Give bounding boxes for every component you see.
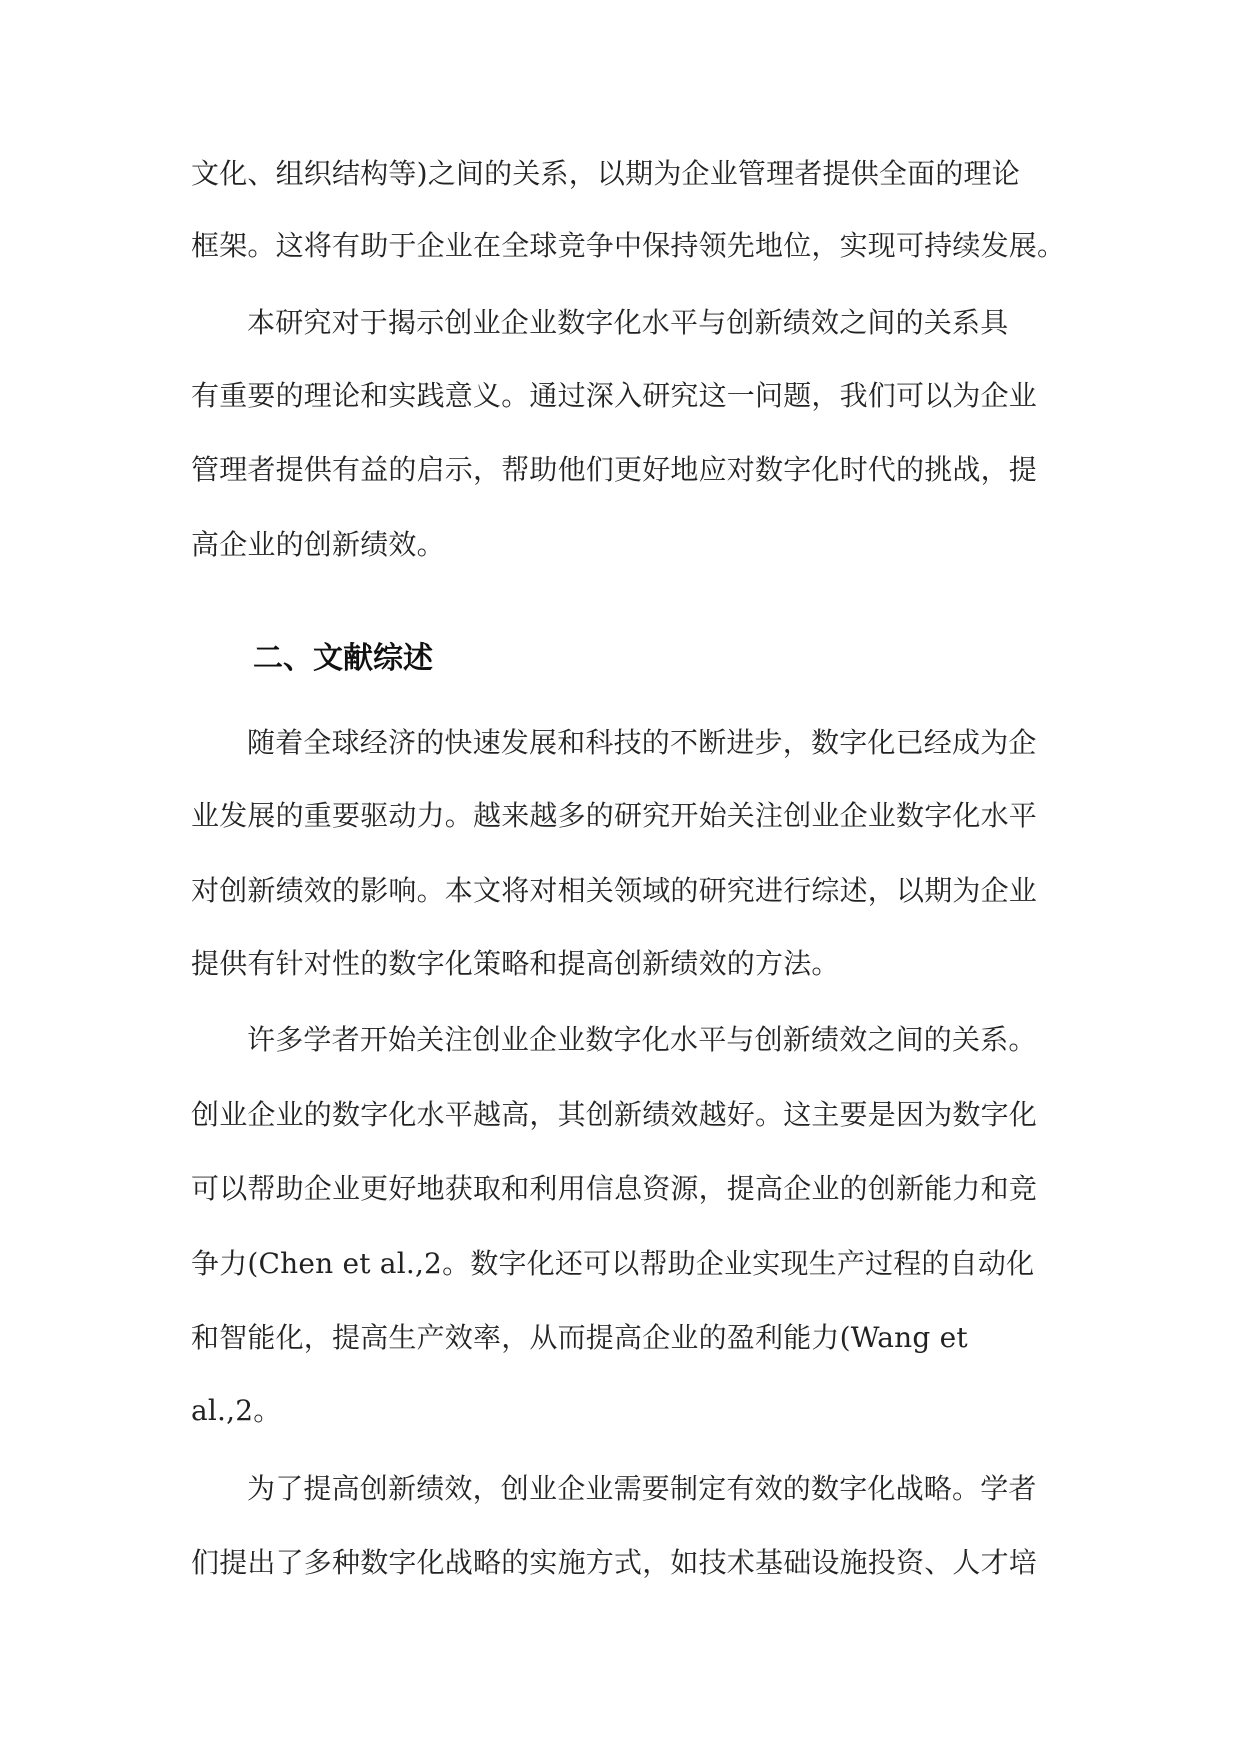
paragraph-3-line-1: 随着全球经济的快速发展和科技的不断进步，数字化已经成为企: [247, 726, 1037, 759]
paragraph-4-line-4: 争力(Chen et al.,2。数字化还可以帮助企业实现生产过程的自动化: [191, 1247, 1035, 1280]
paragraph-4-line-3: 可以帮助企业更好地获取和利用信息资源，提高企业的创新能力和竞: [191, 1172, 1038, 1205]
paragraph-2-line-1: 本研究对于揭示创业企业数字化水平与创新绩效之间的关系具: [247, 306, 1009, 339]
paragraph-4-line-5: 和智能化，提高生产效率，从而提高企业的盈利能力(Wang et: [191, 1321, 968, 1354]
paragraph-4-line-2: 创业企业的数字化水平越高，其创新绩效越好。这主要是因为数字化: [191, 1098, 1038, 1131]
paragraph-1-line-1: 文化、组织结构等)之间的关系，以期为企业管理者提供全面的理论: [191, 157, 1020, 190]
paragraph-2-line-3: 管理者提供有益的启示，帮助他们更好地应对数字化时代的挑战，提: [191, 453, 1038, 486]
paragraph-4-line-6: al.,2。: [191, 1394, 282, 1427]
paragraph-2-line-2: 有重要的理论和实践意义。通过深入研究这一问题，我们可以为企业: [191, 379, 1038, 412]
paragraph-5-line-2: 们提出了多种数字化战略的实施方式，如技术基础设施投资、人才培: [191, 1546, 1038, 1579]
section-heading: 二、文献综述: [253, 641, 433, 676]
paragraph-2-line-4: 高企业的创新绩效。: [191, 528, 445, 561]
paragraph-3-line-4: 提供有针对性的数字化策略和提高创新绩效的方法。: [191, 947, 840, 980]
paragraph-5-line-1: 为了提高创新绩效，创业企业需要制定有效的数字化战略。学者: [247, 1472, 1037, 1505]
paragraph-3-line-3: 对创新绩效的影响。本文将对相关领域的研究进行综述，以期为企业: [191, 874, 1038, 907]
paragraph-3-line-2: 业发展的重要驱动力。越来越多的研究开始关注创业企业数字化水平: [191, 799, 1038, 832]
paragraph-4-line-1: 许多学者开始关注创业企业数字化水平与创新绩效之间的关系。: [247, 1023, 1037, 1056]
paragraph-1-line-2: 框架。这将有助于企业在全球竞争中保持领先地位，实现可持续发展。: [191, 229, 1066, 262]
